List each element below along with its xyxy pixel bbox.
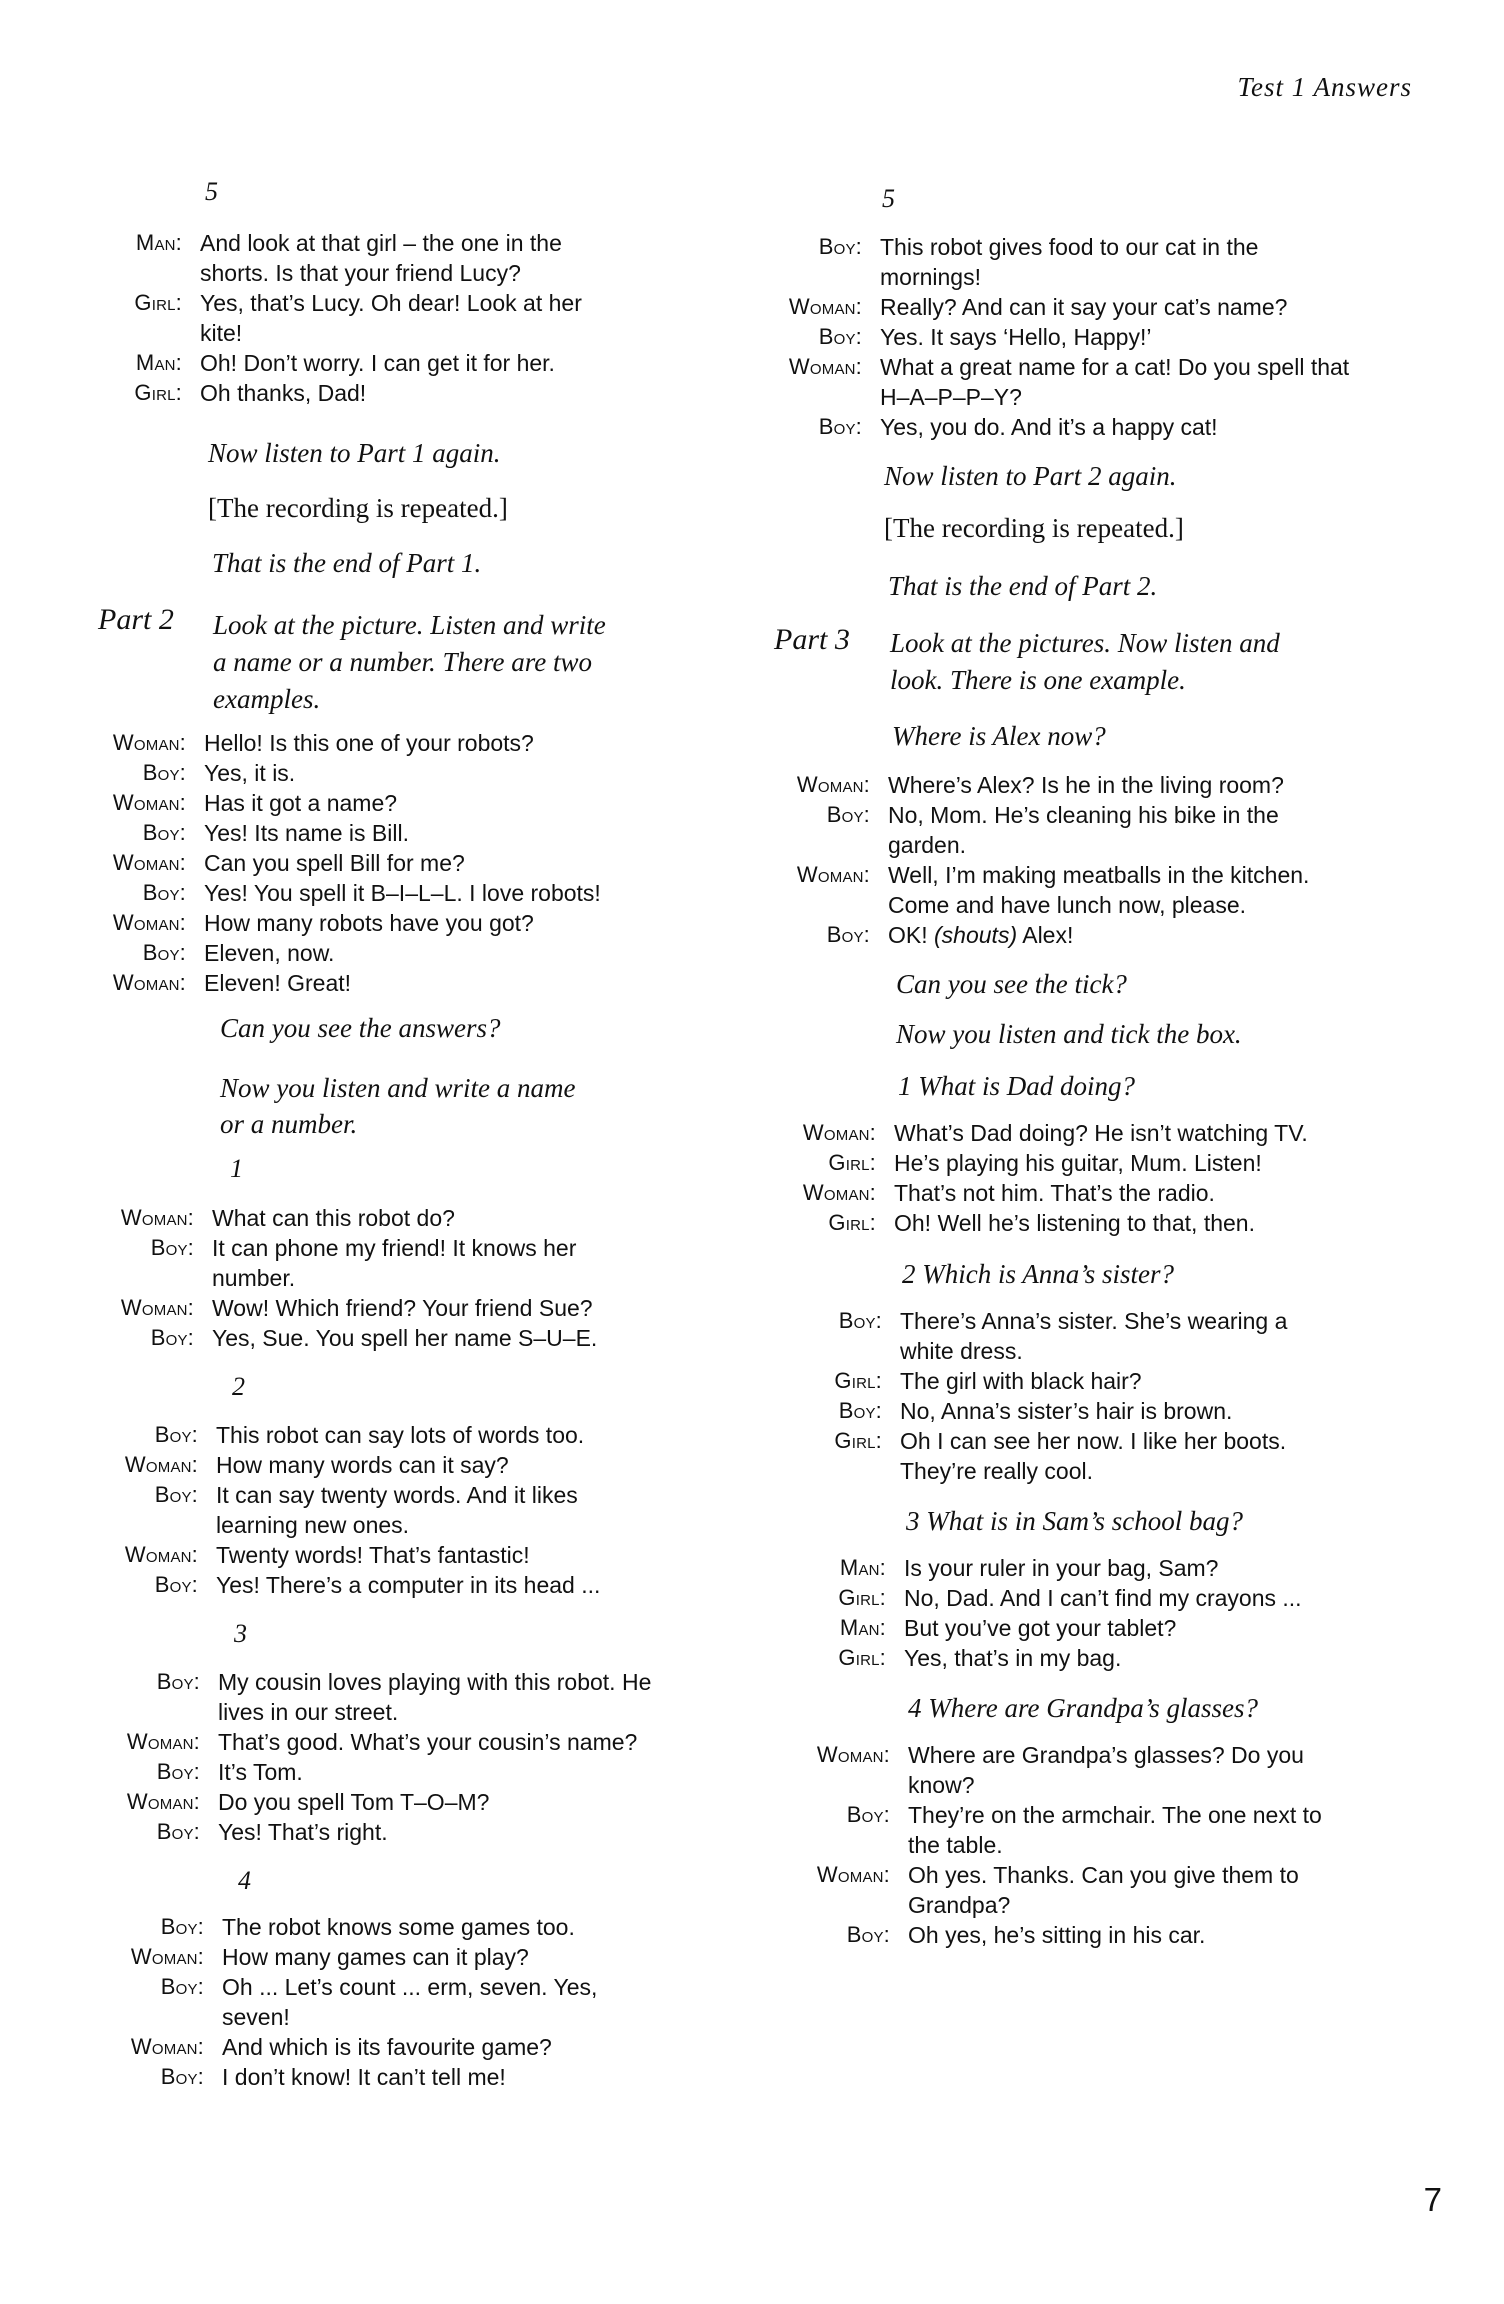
speaker: Boy: (818, 324, 862, 349)
speaker: Boy: (838, 1398, 882, 1423)
dialogue-left-q2 (94, 1420, 694, 1600)
page-header: Test 1 Answers (1237, 72, 1412, 102)
dialogue-right-5 (760, 232, 1400, 442)
now-listen-write-line2: or a number. (220, 1109, 358, 1139)
dialogue-text: Is your ruler in your bag, Sam? (904, 1555, 1219, 1581)
dialogue-line (100, 288, 610, 348)
dialogue-text: The girl with black hair? (900, 1368, 1142, 1394)
part-3-instruction-line2: look. There is one example. (890, 665, 1186, 695)
speaker: Man: (839, 1555, 886, 1580)
dialogue-text: Twenty words! That’s fantastic! (216, 1542, 530, 1568)
question-3-number: 3 (234, 1619, 247, 1648)
dialogue-text: Well, I’m making meatballs in the kitchen. Come and have lunch now, please. (888, 862, 1310, 918)
dialogue-text: The robot knows some games too. (222, 1914, 575, 1940)
dialogue-text: How many words can it say? (216, 1452, 509, 1478)
dialogue-text: This robot gives food to our cat in the mornings! (880, 234, 1259, 290)
speaker: Woman: (120, 1295, 194, 1320)
speaker: Boy: (142, 760, 186, 785)
speaker: Woman: (112, 850, 186, 875)
speaker: Boy: (156, 1759, 200, 1784)
dialogue-text (888, 920, 1428, 950)
speaker: Boy: (154, 1572, 198, 1597)
speaker: Woman: (124, 1542, 198, 1567)
dialogue-text: Oh I can see her now. I like her boots. They’re really cool. (900, 1428, 1287, 1484)
dialogue-text: How many games can it play? (222, 1944, 529, 1970)
dialogue-left-q4 (96, 1912, 696, 2092)
speaker: Boy: (142, 820, 186, 845)
dialogue-text: Yes, you do. And it’s a happy cat! (880, 414, 1218, 440)
speaker: Boy: (150, 1325, 194, 1350)
speaker: Woman: (802, 1120, 876, 1145)
can-you-see-answers: Can you see the answers? (220, 1013, 501, 1043)
dialogue-text: Wow! Which friend? Your friend Sue? (212, 1295, 593, 1321)
dialogue-part2-example (84, 728, 684, 998)
dialogue-text: Really? And can it say your cat’s name? (880, 294, 1288, 320)
dialogue-line (100, 378, 610, 408)
speaker: Boy: (818, 234, 862, 259)
dialogue-text: What a great name for a cat! Do you spell that H–A–P–P–Y? (880, 354, 1350, 410)
dialogue-text: Eleven, now. (204, 940, 335, 966)
speaker: Woman: (802, 1180, 876, 1205)
instruction-now-listen-part2: Now listen to Part 2 again. (884, 461, 1177, 491)
dialogue-text: Do you spell Tom T–O–M? (218, 1789, 490, 1815)
dialogue-text: And look at that girl – the one in the shorts. Is that your friend Lucy? (200, 230, 562, 286)
recording-repeated: [The recording is repeated.] (884, 513, 1184, 543)
speaker: Woman: (126, 1729, 200, 1754)
dialogue-text: How many robots have you got? (204, 910, 534, 936)
speaker: Woman: (112, 910, 186, 935)
speaker: Woman: (112, 790, 186, 815)
dialogue-text: Where are Grandpa’s glasses? Do you know? (908, 1742, 1304, 1798)
speaker: Boy: (838, 1308, 882, 1333)
can-you-see-tick: Can you see the tick? (896, 969, 1127, 999)
speaker: Boy: (160, 2064, 204, 2089)
speaker: Woman: (126, 1789, 200, 1814)
dialogue-text: That’s not him. That’s the radio. (894, 1180, 1215, 1206)
speaker: Girl: (834, 1428, 882, 1453)
speaker: Boy: (160, 1914, 204, 1939)
end-of-part2: That is the end of Part 2. (888, 571, 1158, 601)
dialogue-text: They’re on the armchair. The one next to the table. (908, 1802, 1322, 1858)
dialogue-right-q1 (774, 1118, 1434, 1238)
speaker: Boy: (142, 880, 186, 905)
speaker: Woman: (816, 1862, 890, 1887)
speaker: Boy: (846, 1922, 890, 1947)
dialogue-text: Oh thanks, Dad! (200, 380, 367, 406)
dialogue-text: Can you spell Bill for me? (204, 850, 465, 876)
now-listen-tick: Now you listen and tick the box. (896, 1019, 1242, 1049)
dialogue-text: Yes. It says ‘Hello, Happy!’ (880, 324, 1152, 350)
speaker: Boy: (160, 1974, 204, 1999)
speaker: Woman: (796, 772, 870, 797)
speaker: Boy: (826, 802, 870, 827)
dialogue-text: Oh ... Let’s count ... erm, seven. Yes, seven! (222, 1974, 598, 2030)
speaker: Woman: (130, 2034, 204, 2059)
dialogue-text: No, Anna’s sister’s hair is brown. (900, 1398, 1233, 1424)
question-2-title: 2 Which is Anna’s sister? (902, 1259, 1175, 1289)
where-is-alex: Where is Alex now? (892, 721, 1106, 751)
question-2-number: 2 (232, 1372, 245, 1401)
dialogue-text: It’s Tom. (218, 1759, 303, 1785)
dialogue-text: Yes! That’s right. (218, 1819, 388, 1845)
question-4-title: 4 Where are Grandpa’s glasses? (908, 1693, 1258, 1723)
dialogue-text: Oh yes, he’s sitting in his car. (908, 1922, 1206, 1948)
question-4-number: 4 (238, 1866, 251, 1895)
dialogue-text: And which is its favourite game? (222, 2034, 552, 2060)
dialogue-text: Oh! Don’t worry. I can get it for her. (200, 350, 555, 376)
now-listen-write-line1: Now you listen and write a name (220, 1073, 576, 1103)
dialogue-text: Yes! There’s a computer in its head ... (216, 1572, 601, 1598)
part-2-label: Part 2 (98, 603, 174, 636)
dialogue-text: No, Mom. He’s cleaning his bike in the garden. (888, 802, 1279, 858)
speaker: Woman: (124, 1452, 198, 1477)
dialogue-text: Oh yes. Thanks. Can you give them to Grandpa? (908, 1862, 1299, 1918)
section-5-number: 5 (882, 184, 895, 213)
dialogue-left-5 (100, 228, 610, 408)
dialogue-text: Yes, that’s Lucy. Oh dear! Look at her kite! (200, 290, 582, 346)
speaker: Man: (135, 350, 182, 375)
recording-repeated: [The recording is repeated.] (208, 493, 508, 523)
stage-direction: (shouts) (934, 922, 1018, 948)
dialogue-text: No, Dad. And I can’t find my crayons ... (904, 1585, 1302, 1611)
dialogue-text: Yes, Sue. You spell her name S–U–E. (212, 1325, 598, 1351)
dialogue-text-part: OK! (888, 922, 935, 948)
dialogue-text: Oh! Well he’s listening to that, then. (894, 1210, 1255, 1236)
dialogue-right-q4 (786, 1740, 1436, 1950)
speaker: Woman: (130, 1944, 204, 1969)
speaker: Woman: (112, 730, 186, 755)
dialogue-left-q1 (90, 1203, 690, 1353)
page-number: 7 (1423, 2181, 1442, 2218)
speaker: Boy: (150, 1235, 194, 1260)
dialogue-text: What can this robot do? (212, 1205, 455, 1231)
dialogue-line (100, 348, 610, 378)
dialogue-text: It can say twenty words. And it likes learning new ones. (216, 1482, 578, 1538)
speaker: Boy: (818, 414, 862, 439)
dialogue-text: Eleven! Great! (204, 970, 352, 996)
dialogue-text: Where’s Alex? Is he in the living room? (888, 772, 1284, 798)
dialogue-text: What’s Dad doing? He isn’t watching TV. (894, 1120, 1308, 1146)
instruction-now-listen-part1: Now listen to Part 1 again. (208, 438, 501, 468)
dialogue-right-q2 (780, 1306, 1430, 1486)
speaker: Boy: (826, 922, 870, 947)
speaker: Girl: (828, 1150, 876, 1175)
dialogue-text: There’s Anna’s sister. She’s wearing a white dress. (900, 1308, 1288, 1364)
dialogue-text: It can phone my friend! It knows her number. (212, 1235, 577, 1291)
dialogue-part3-example (768, 770, 1428, 950)
speaker: Girl: (834, 1368, 882, 1393)
speaker: Boy: (156, 1669, 200, 1694)
dialogue-text: Has it got a name? (204, 790, 398, 816)
speaker: Boy: (846, 1802, 890, 1827)
end-of-part1: That is the end of Part 1. (212, 548, 482, 578)
speaker: Girl: (838, 1645, 886, 1670)
dialogue-text-part: Alex! (1017, 922, 1074, 948)
speaker: Girl: (828, 1210, 876, 1235)
dialogue-text: Yes! You spell it B–I–L–L. I love robots! (204, 880, 601, 906)
speaker: Girl: (134, 290, 182, 315)
dialogue-text: He’s playing his guitar, Mum. Listen! (894, 1150, 1262, 1176)
part-2-instruction-line1: Look at the picture. Listen and write (213, 610, 606, 640)
part-3-instruction-line1: Look at the pictures. Now listen and (890, 628, 1280, 658)
question-1-number: 1 (230, 1154, 243, 1183)
speaker: Woman: (796, 862, 870, 887)
dialogue-text: Yes, it is. (204, 760, 296, 786)
dialogue-text: Hello! Is this one of your robots? (204, 730, 534, 756)
speaker: Girl: (134, 380, 182, 405)
dialogue-text: That’s good. What’s your cousin’s name? (218, 1729, 638, 1755)
dialogue-text: But you’ve got your tablet? (904, 1615, 1177, 1641)
speaker: Boy: (156, 1819, 200, 1844)
speaker: Man: (839, 1615, 886, 1640)
speaker: Woman: (816, 1742, 890, 1767)
dialogue-left-q3 (96, 1667, 716, 1847)
dialogue-line (100, 228, 610, 288)
speaker: Boy: (154, 1482, 198, 1507)
question-1-title: 1 What is Dad doing? (898, 1071, 1136, 1101)
part-2-instruction-line3: examples. (213, 684, 321, 714)
speaker: Woman: (788, 354, 862, 379)
dialogue-right-q3 (784, 1553, 1434, 1673)
dialogue-text: Yes! Its name is Bill. (204, 820, 409, 846)
section-5-number: 5 (205, 177, 218, 206)
part-2-instruction-line2: a name or a number. There are two (213, 647, 592, 677)
speaker: Boy: (142, 940, 186, 965)
question-3-title: 3 What is in Sam’s school bag? (906, 1506, 1244, 1536)
speaker: Woman: (120, 1205, 194, 1230)
dialogue-text: I don’t know! It can’t tell me! (222, 2064, 506, 2090)
dialogue-text: My cousin loves playing with this robot. He lives in our street. (218, 1669, 652, 1725)
speaker: Boy: (154, 1422, 198, 1447)
speaker: Woman: (112, 970, 186, 995)
part-3-label: Part 3 (774, 623, 850, 656)
dialogue-text: Yes, that’s in my bag. (904, 1645, 1122, 1671)
speaker: Woman: (788, 294, 862, 319)
speaker: Girl: (838, 1585, 886, 1610)
dialogue-text: This robot can say lots of words too. (216, 1422, 585, 1448)
speaker: Man: (135, 230, 182, 255)
